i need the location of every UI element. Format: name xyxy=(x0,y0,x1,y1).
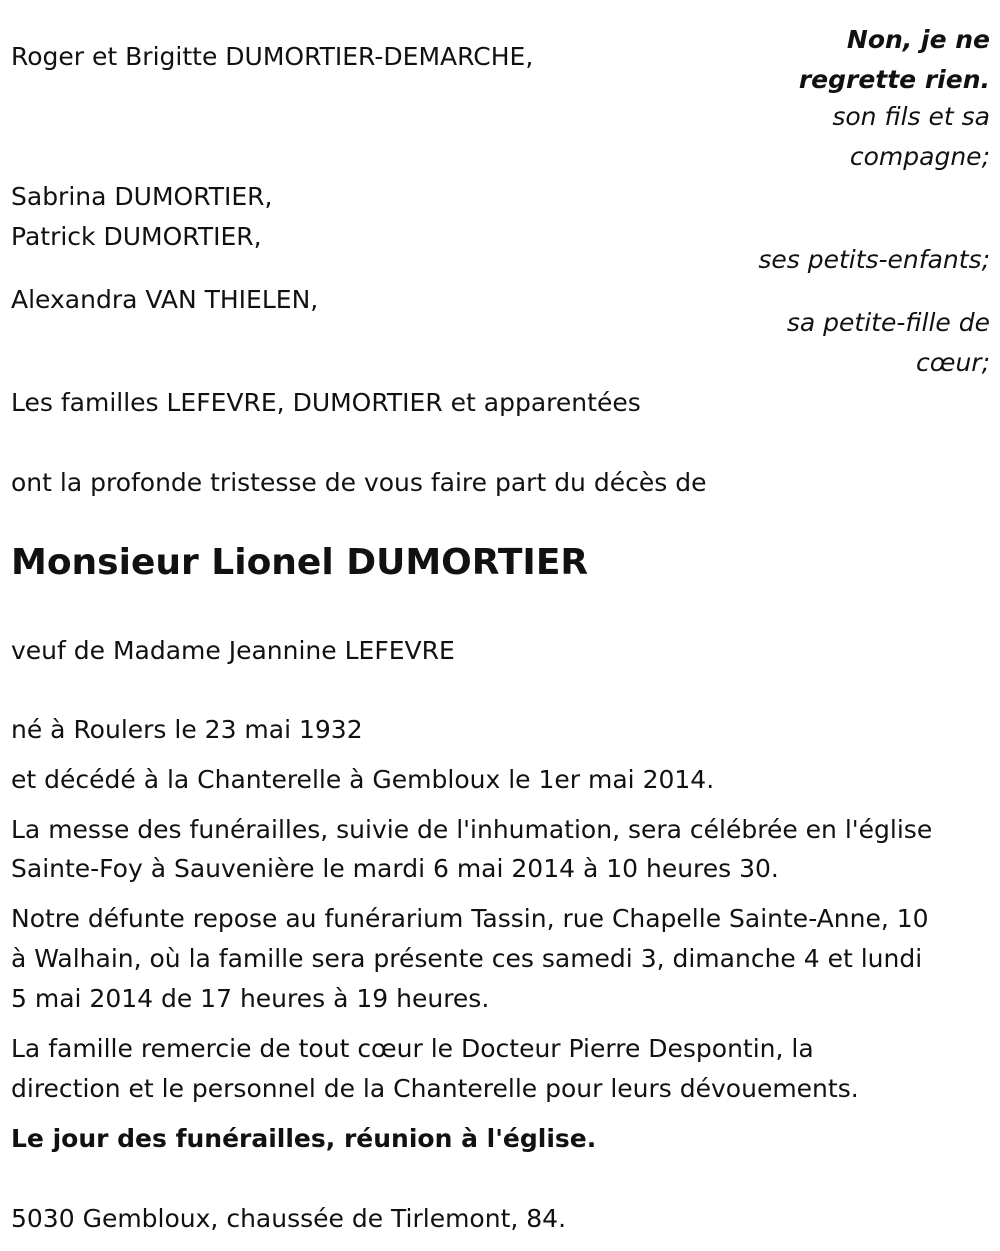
grandchild-name-1: Sabrina DUMORTIER, xyxy=(11,182,273,211)
mass-info-line-2: Sainte-Foy à Sauvenière le mardi 6 mai 2014 à 10 heures 30. xyxy=(11,854,779,883)
repose-info-line-2: à Walhain, où la famille sera présente ces samedi 3, dimanche 4 et lundi xyxy=(11,944,923,973)
repose-info-line-3: 5 mai 2014 de 17 heures à 19 heures. xyxy=(11,984,490,1013)
granddaughter-label-line-1: sa petite-fille de xyxy=(786,308,990,337)
thanks-line-2: direction et le personnel de la Chanterelle pour leurs dévouements. xyxy=(11,1074,859,1103)
announcement-text: ont la profonde tristesse de vous faire part du décès de xyxy=(11,468,707,497)
mass-info-line-1: La messe des funérailles, suivie de l'inhumation, sera célébrée en l'église xyxy=(11,815,933,844)
grandchild-name-2: Patrick DUMORTIER, xyxy=(11,222,262,251)
families-line: Les familles LEFEVRE, DUMORTIER et apparentées xyxy=(11,388,641,417)
son-names: Roger et Brigitte DUMORTIER-DEMARCHE, xyxy=(11,42,534,71)
deceased-name: Monsieur Lionel DUMORTIER xyxy=(11,542,589,583)
gathering-notice: Le jour des funérailles, réunion à l'église. xyxy=(11,1124,597,1153)
granddaughter-label-line-2: cœur; xyxy=(916,348,990,377)
quote-line-1: Non, je ne xyxy=(846,25,990,54)
death-info: et décédé à la Chanterelle à Gembloux le 1er mai 2014. xyxy=(11,765,715,794)
birth-info: né à Roulers le 23 mai 1932 xyxy=(11,715,363,744)
son-label-line-1: son fils et sa xyxy=(832,102,990,131)
address: 5030 Gembloux, chaussée de Tirlemont, 84. xyxy=(11,1204,567,1233)
granddaughter-name: Alexandra VAN THIELEN, xyxy=(11,285,319,314)
widower-of: veuf de Madame Jeannine LEFEVRE xyxy=(11,636,455,665)
quote-line-2: regrette rien. xyxy=(798,65,990,94)
repose-info-line-1: Notre défunte repose au funérarium Tassin, rue Chapelle Sainte-Anne, 10 xyxy=(11,904,929,933)
son-label-line-2: compagne; xyxy=(849,142,990,171)
grandchildren-label: ses petits-enfants; xyxy=(758,245,990,274)
thanks-line-1: La famille remercie de tout cœur le Docteur Pierre Despontin, la xyxy=(11,1034,814,1063)
